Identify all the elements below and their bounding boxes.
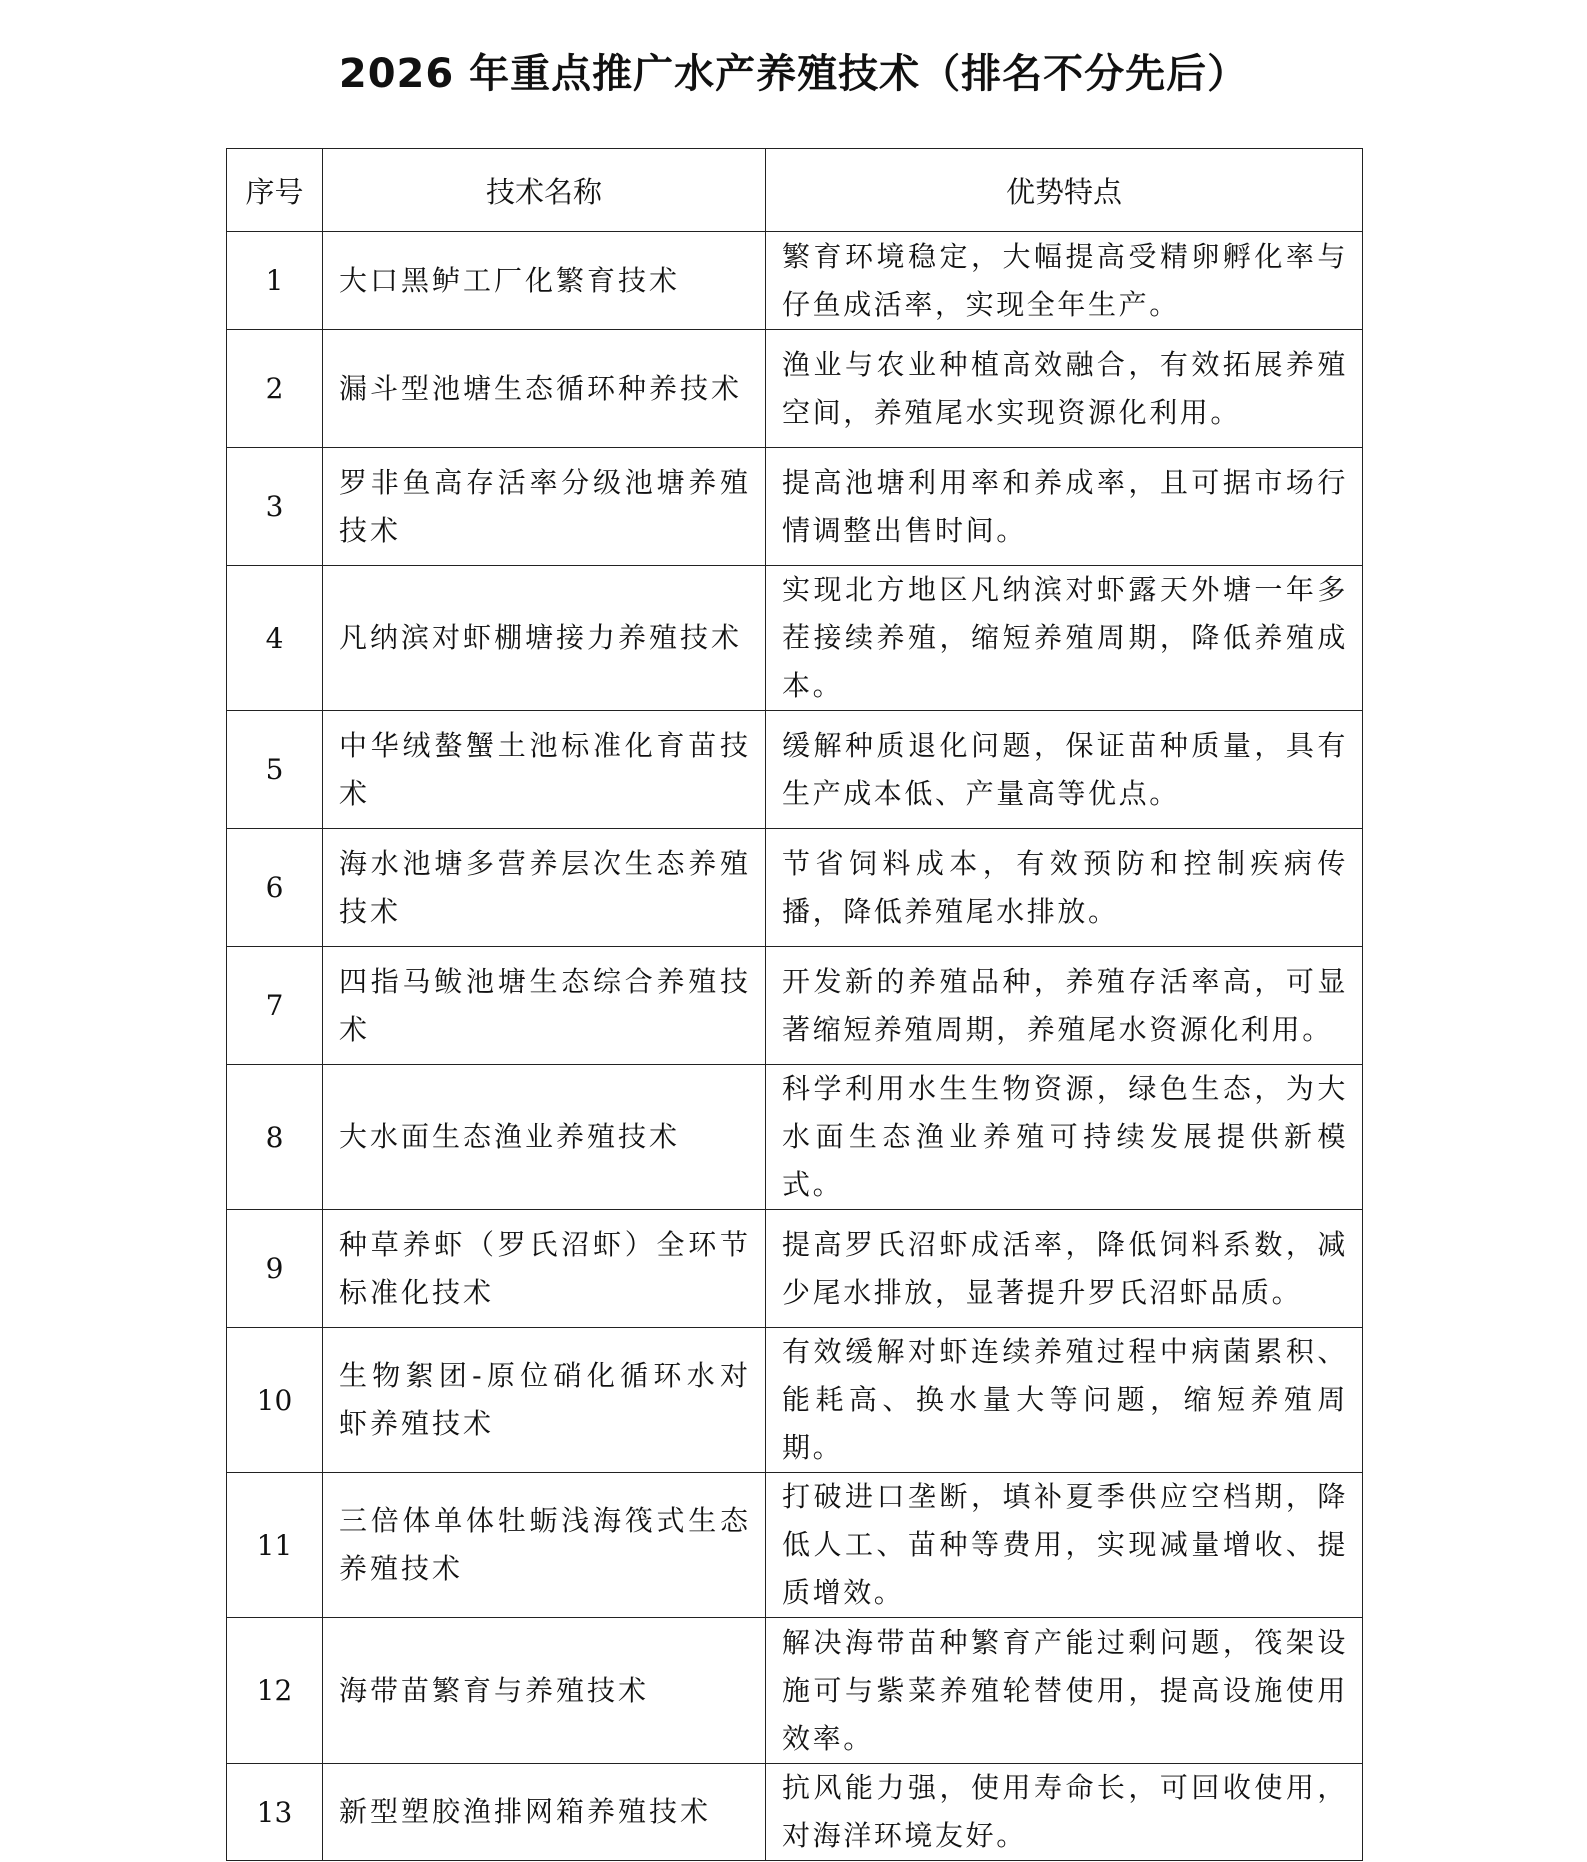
row-number: 2	[227, 330, 323, 448]
row-number: 3	[227, 448, 323, 566]
technique-name: 种草养虾（罗氏沼虾）全环节标准化技术	[323, 1210, 766, 1328]
row-number: 13	[227, 1764, 323, 1861]
technique-feature: 提高罗氏沼虾成活率，降低饲料系数，减少尾水排放，显著提升罗氏沼虾品质。	[766, 1210, 1363, 1328]
technique-feature: 解决海带苗种繁育产能过剩问题，筏架设施可与紫菜养殖轮替使用，提高设施使用效率。	[766, 1618, 1363, 1764]
technique-feature: 抗风能力强，使用寿命长，可回收使用，对海洋环境友好。	[766, 1764, 1363, 1861]
table-header-row	[227, 149, 1363, 232]
technique-feature: 打破进口垄断，填补夏季供应空档期，降低人工、苗种等费用，实现减量增收、提质增效。	[766, 1473, 1363, 1618]
row-number: 8	[227, 1065, 323, 1210]
row-number: 5	[227, 711, 323, 829]
technique-name: 漏斗型池塘生态循环种养技术	[323, 330, 766, 448]
table-row	[227, 1210, 1363, 1328]
technique-name: 海带苗繁育与养殖技术	[323, 1618, 766, 1764]
technique-name: 罗非鱼高存活率分级池塘养殖技术	[323, 448, 766, 566]
table-row	[227, 1764, 1363, 1861]
header-feature: 优势特点	[766, 149, 1363, 232]
technique-name: 大口黑鲈工厂化繁育技术	[323, 232, 766, 330]
technique-feature: 开发新的养殖品种，养殖存活率高，可显著缩短养殖周期，养殖尾水资源化利用。	[766, 947, 1363, 1065]
technique-name: 海水池塘多营养层次生态养殖技术	[323, 829, 766, 947]
technique-feature: 科学利用水生生物资源，绿色生态，为大水面生态渔业养殖可持续发展提供新模式。	[766, 1065, 1363, 1210]
table-row	[227, 829, 1363, 947]
table-row	[227, 1065, 1363, 1210]
technique-feature: 提高池塘利用率和养成率，且可据市场行情调整出售时间。	[766, 448, 1363, 566]
header-name: 技术名称	[323, 149, 766, 232]
row-number: 4	[227, 566, 323, 711]
technique-feature: 渔业与农业种植高效融合，有效拓展养殖空间，养殖尾水实现资源化利用。	[766, 330, 1363, 448]
techniques-table	[226, 148, 1363, 1861]
table-row	[227, 566, 1363, 711]
table-row	[227, 330, 1363, 448]
technique-name: 大水面生态渔业养殖技术	[323, 1065, 766, 1210]
table-row	[227, 711, 1363, 829]
row-number: 1	[227, 232, 323, 330]
technique-name: 四指马鲅池塘生态综合养殖技术	[323, 947, 766, 1065]
table-row	[227, 1473, 1363, 1618]
table-row	[227, 947, 1363, 1065]
row-number: 7	[227, 947, 323, 1065]
row-number: 10	[227, 1328, 323, 1473]
technique-feature: 节省饲料成本，有效预防和控制疾病传播，降低养殖尾水排放。	[766, 829, 1363, 947]
technique-feature: 有效缓解对虾连续养殖过程中病菌累积、能耗高、换水量大等问题，缩短养殖周期。	[766, 1328, 1363, 1473]
table-row	[227, 232, 1363, 330]
table-row	[227, 448, 1363, 566]
table-row	[227, 1618, 1363, 1764]
technique-name: 生物絮团-原位硝化循环水对虾养殖技术	[323, 1328, 766, 1473]
document-title: 2026 年重点推广水产养殖技术（排名不分先后）	[338, 51, 1249, 97]
technique-feature: 实现北方地区凡纳滨对虾露天外塘一年多茬接续养殖，缩短养殖周期，降低养殖成本。	[766, 566, 1363, 711]
technique-name: 新型塑胶渔排网箱养殖技术	[323, 1764, 766, 1861]
row-number: 12	[227, 1618, 323, 1764]
row-number: 9	[227, 1210, 323, 1328]
row-number: 6	[227, 829, 323, 947]
table-row	[227, 1328, 1363, 1473]
header-number: 序号	[227, 149, 323, 232]
technique-name: 中华绒螯蟹土池标准化育苗技术	[323, 711, 766, 829]
row-number: 11	[227, 1473, 323, 1618]
technique-feature: 繁育环境稳定，大幅提高受精卵孵化率与仔鱼成活率，实现全年生产。	[766, 232, 1363, 330]
technique-name: 三倍体单体牡蛎浅海筏式生态养殖技术	[323, 1473, 766, 1618]
technique-feature: 缓解种质退化问题，保证苗种质量，具有生产成本低、产量高等优点。	[766, 711, 1363, 829]
technique-name: 凡纳滨对虾棚塘接力养殖技术	[323, 566, 766, 711]
